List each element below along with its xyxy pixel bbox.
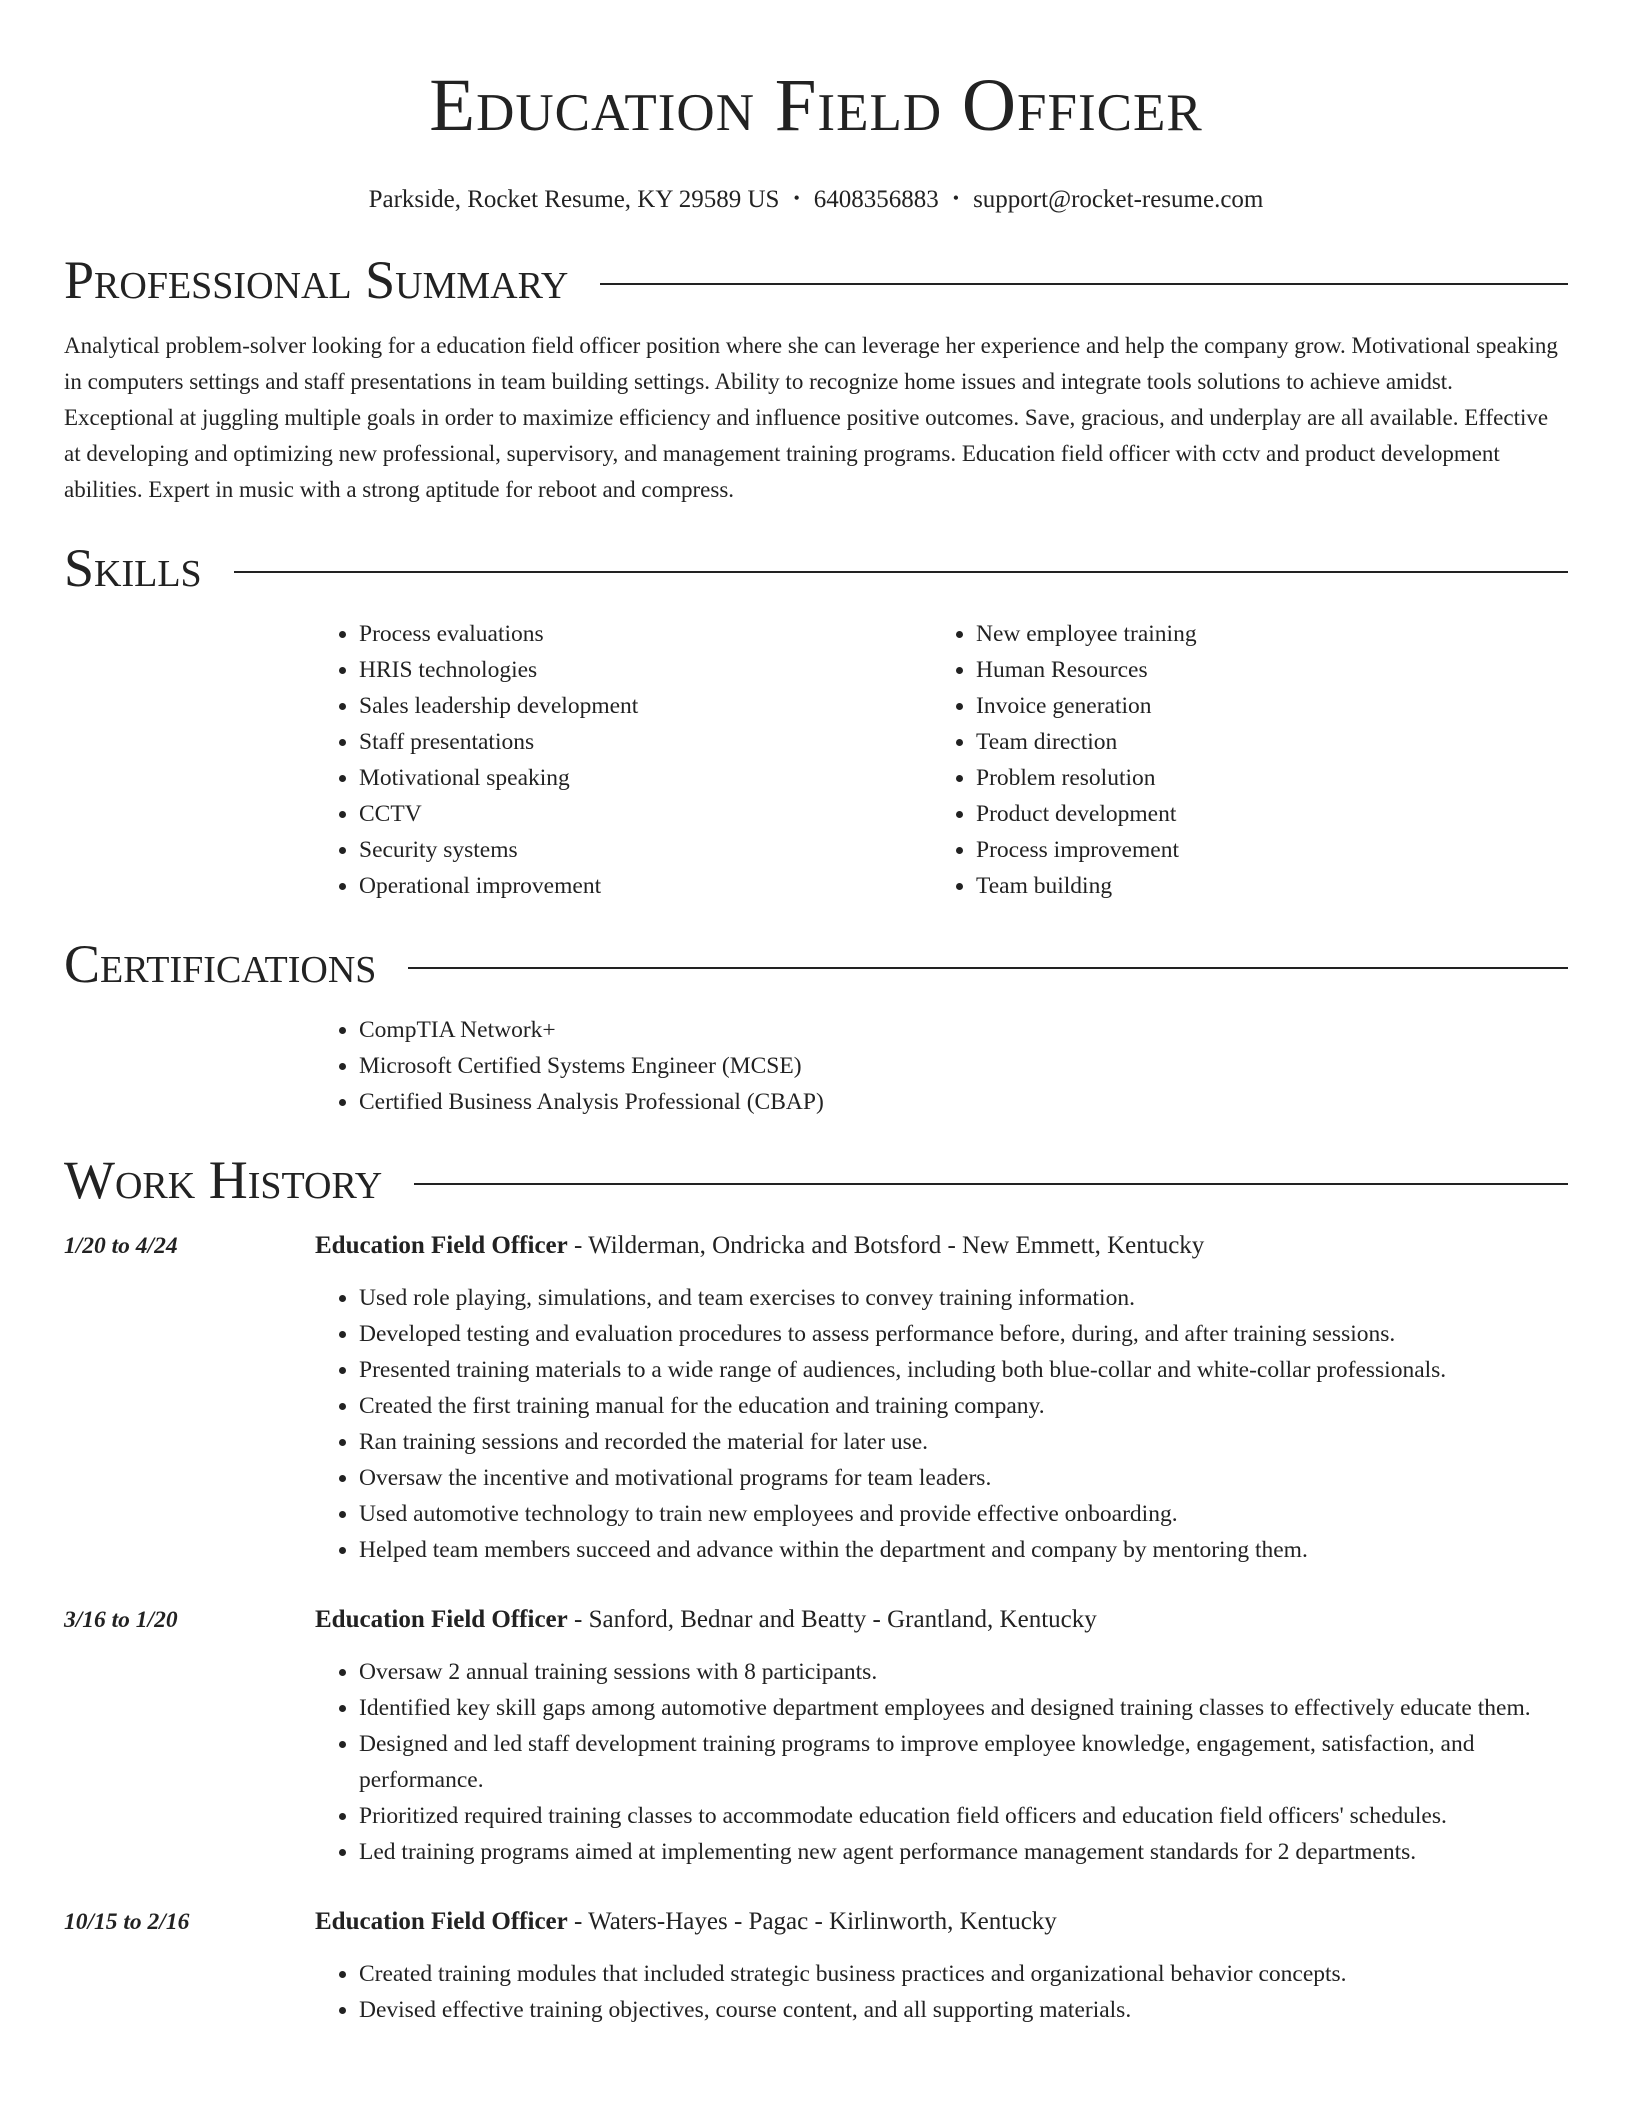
contact-email: support@rocket-resume.com <box>973 186 1264 213</box>
skills-list-right <box>932 616 1549 904</box>
contact-address: Parkside, Rocket Resume, KY 29589 US <box>368 186 780 213</box>
list-item: • Identified key skill gaps among automotive department employees and designed training classes to effectively educate them. <box>359 1690 1568 1726</box>
job-title-line <box>315 1602 1097 1638</box>
section-divider <box>408 967 1568 969</box>
job-header <box>64 1602 1568 1638</box>
job-dates: 10/15 to 2/16 <box>64 1909 190 1935</box>
certifications-list <box>315 1012 1568 1120</box>
list-item: • Used automotive technology to train new employees and provide effective onboarding. <box>359 1496 1568 1532</box>
list-item: • Process evaluations <box>359 616 932 652</box>
skills-column-left <box>315 616 932 904</box>
list-item: • Prioritized required training classes to accommodate education field officers and education field officers' schedules. <box>359 1798 1568 1834</box>
job-bullet-list <box>315 1654 1568 1870</box>
job-entry <box>64 1904 1568 2028</box>
resume-name: Education Field Officer <box>429 64 1203 147</box>
summary-heading: Professional Summary <box>64 250 569 310</box>
contact-separator: • <box>793 188 800 208</box>
list-item: • CCTV <box>359 796 932 832</box>
certifications-heading: Certifications <box>64 934 377 994</box>
list-item: • Motivational speaking <box>359 760 932 796</box>
list-item: • Sales leadership development <box>359 688 932 724</box>
job-employer: - Waters-Hayes - Pagac - Kirlinworth, Kentucky <box>567 1908 1057 1935</box>
contact-phone: 6408356883 <box>813 186 939 213</box>
list-item: • Team building <box>976 868 1549 904</box>
skills-heading: Skills <box>64 538 202 598</box>
list-item: • Created the first training manual for the education and training company. <box>359 1388 1568 1424</box>
job-bullets <box>315 1280 1568 1568</box>
list-item: • Led training programs aimed at implementing new agent performance management standards for 2 departments. <box>359 1834 1568 1870</box>
section-divider <box>234 571 1568 573</box>
list-item: • Designed and led staff development training programs to improve employee knowledge, engagement, satisfaction, and performance. <box>359 1726 1568 1798</box>
summary-text: Analytical problem-solver looking for a education field officer position where she can leverage her experience and help the company grow. Motivational speaking in computers settings and staff presentations in team building settings. Ability to recognize home issues and integrate tools solutions to achieve amidst. Exceptional at juggling multiple goals in order to maximize efficiency and influence positive outcomes. Save, gracious, and underplay are all available. Effective at developing and optimizing new professional, supervisory, and management training programs. Education field officer with cctv and product development abilities. Expert in music with a strong aptitude for reboot and compress. <box>64 333 1558 502</box>
summary-section-header <box>64 248 1568 312</box>
job-title: Education Field Officer <box>315 1908 568 1935</box>
job-title: Education Field Officer <box>315 1232 568 1259</box>
certifications-block <box>315 1012 1568 1120</box>
job-title-line <box>315 1904 1057 1940</box>
contact-line <box>64 182 1568 216</box>
contact-separator: • <box>952 188 960 208</box>
list-item: • Presented training materials to a wide range of audiences, including both blue-collar and white-collar professionals. <box>359 1352 1568 1388</box>
skills-grid <box>315 616 1568 904</box>
job-header <box>64 1904 1568 1940</box>
list-item: • Team direction <box>976 724 1549 760</box>
list-item: • Microsoft Certified Systems Engineer (MCSE) <box>359 1048 1568 1084</box>
list-item: • Ran training sessions and recorded the material for later use. <box>359 1424 1568 1460</box>
list-item: • Product development <box>976 796 1549 832</box>
job-dates: 3/16 to 1/20 <box>64 1607 178 1633</box>
job-bullets <box>315 1956 1568 2028</box>
list-item: • HRIS technologies <box>359 652 932 688</box>
section-divider <box>600 283 1568 285</box>
list-item: • Certified Business Analysis Professional (CBAP) <box>359 1084 1568 1120</box>
work-heading: Work History <box>64 1150 383 1210</box>
job-header <box>64 1228 1568 1264</box>
job-employer: - Sanford, Bednar and Beatty - Grantland, Kentucky <box>567 1606 1097 1633</box>
job-bullets <box>315 1654 1568 1870</box>
list-item: • Process improvement <box>976 832 1549 868</box>
certifications-section-header <box>64 932 1568 996</box>
list-item: • Helped team members succeed and advance within the department and company by mentoring them. <box>359 1532 1568 1568</box>
list-item: • Problem resolution <box>976 760 1549 796</box>
job-bullet-list <box>315 1956 1568 2028</box>
list-item: • New employee training <box>976 616 1549 652</box>
list-item: • Used role playing, simulations, and team exercises to convey training information. <box>359 1280 1568 1316</box>
list-item: • Developed testing and evaluation procedures to assess performance before, during, and after training sessions. <box>359 1316 1568 1352</box>
list-item: • Security systems <box>359 832 932 868</box>
list-item: • Invoice generation <box>976 688 1549 724</box>
list-item: • Operational improvement <box>359 868 932 904</box>
job-title: Education Field Officer <box>315 1606 568 1633</box>
job-entry <box>64 1602 1568 1870</box>
skills-section-header <box>64 536 1568 600</box>
list-item: • Devised effective training objectives, course content, and all supporting materials. <box>359 1992 1568 2028</box>
job-dates: 1/20 to 4/24 <box>64 1233 178 1259</box>
list-item: • CompTIA Network+ <box>359 1012 1568 1048</box>
section-divider <box>414 1183 1568 1185</box>
list-item: • Staff presentations <box>359 724 932 760</box>
list-item: • Human Resources <box>976 652 1549 688</box>
skills-list-left <box>315 616 932 904</box>
skills-column-right <box>932 616 1549 904</box>
list-item: • Created training modules that included strategic business practices and organizational behavior concepts. <box>359 1956 1568 1992</box>
list-item: • Oversaw 2 annual training sessions with 8 participants. <box>359 1654 1568 1690</box>
list-item: • Oversaw the incentive and motivational programs for team leaders. <box>359 1460 1568 1496</box>
job-title-line <box>315 1228 1204 1264</box>
work-section-header <box>64 1148 1568 1212</box>
job-bullet-list <box>315 1280 1568 1568</box>
job-employer: - Wilderman, Ondricka and Botsford - New Emmett, Kentucky <box>567 1232 1205 1259</box>
job-entry <box>64 1228 1568 1568</box>
